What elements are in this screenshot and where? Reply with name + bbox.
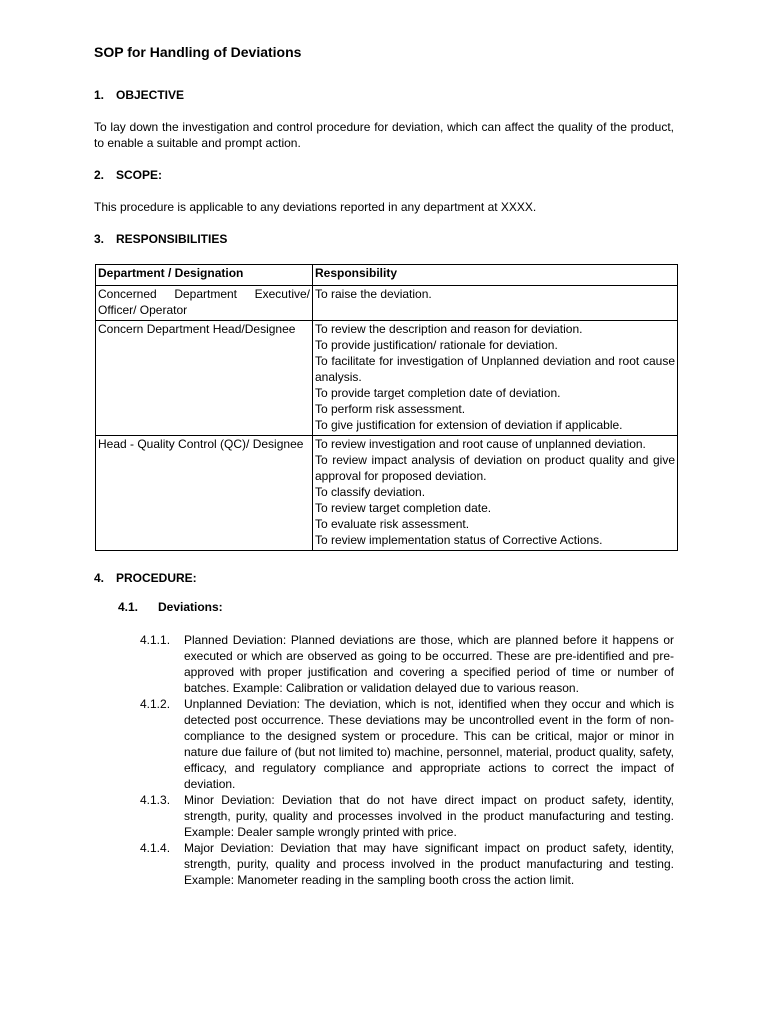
scope-text: This procedure is applicable to any deviations reported in any department at XXXX. xyxy=(94,200,537,214)
table-row xyxy=(96,321,678,436)
section-title: PROCEDURE: xyxy=(116,571,197,585)
item-number: 4.1.4. xyxy=(140,841,171,855)
responsibility-item: To review impact analysis of deviation on product quality and give approval for proposed deviation. xyxy=(315,453,675,483)
subsection-number: 4.1. xyxy=(118,600,139,614)
responsibility-item: To raise the deviation. xyxy=(315,287,432,301)
section-number: 2. xyxy=(94,168,105,182)
subsection-title: Deviations: xyxy=(158,600,223,614)
responsibility-cell xyxy=(313,321,678,436)
section-number: 4. xyxy=(94,571,105,585)
subsection-heading-deviations xyxy=(118,600,223,614)
responsibility-item: To classify deviation. xyxy=(315,485,426,499)
item-number: 4.1.2. xyxy=(140,697,171,711)
table-row xyxy=(96,436,678,551)
section-title: RESPONSIBILITIES xyxy=(116,232,228,246)
responsibility-item: To provide target completion date of deviation. xyxy=(315,386,561,400)
item-text: Planned Deviation: Planned deviations are those, which are planned before it happens or executed or which are observed as going to be occurred. These are pre-identified and pre-approved with proper justification and covering a specified period of time or number of batches. Example: Calibration or validation delayed due to various reason. xyxy=(184,633,674,695)
responsibility-item: To facilitate for investigation of Unplanned deviation and root cause analysis. xyxy=(315,354,675,384)
table-row xyxy=(96,286,678,321)
section-title: OBJECTIVE xyxy=(116,88,185,102)
header-responsibility: Responsibility xyxy=(313,265,678,286)
section-number: 1. xyxy=(94,88,105,102)
department-cell: Concerned Department Executive/ Officer/ Operator xyxy=(96,286,313,321)
list-item xyxy=(140,792,674,840)
header-department: Department / Designation xyxy=(96,265,313,286)
section-number: 3. xyxy=(94,232,105,246)
item-number: 4.1.3. xyxy=(140,793,171,807)
objective-text: To lay down the investigation and control procedure for deviation, which can affect the quality of the product, to enable a suitable and prompt action. xyxy=(94,120,674,150)
responsibility-item: To review target completion date. xyxy=(315,501,492,515)
list-item xyxy=(140,840,674,888)
deviation-items-list xyxy=(140,632,674,888)
section-heading-objective xyxy=(94,88,184,102)
item-number: 4.1.1. xyxy=(140,633,171,647)
list-item xyxy=(140,696,674,792)
responsibility-item: To review implementation status of Corrective Actions. xyxy=(315,533,603,547)
department-cell: Head - Quality Control (QC)/ Designee xyxy=(96,436,313,551)
responsibility-cell xyxy=(313,286,678,321)
department-cell: Concern Department Head/Designee xyxy=(96,321,313,436)
item-text: Unplanned Deviation: The deviation, which is not, identified when they occur and which is detected post occurrence. These deviations may be uncontrolled event in the form of non-compliance to the designed system or procedure. This can be critical, major or minor in nature due failure of (but not limited to) machine, personnel, material, product quality, safety, efficacy, and regulatory compliance and appropriate actions to correct the impact of deviation. xyxy=(184,697,674,791)
responsibility-item: To perform risk assessment. xyxy=(315,402,466,416)
section-title: SCOPE: xyxy=(116,168,163,182)
responsibility-item: To provide justification/ rationale for deviation. xyxy=(315,338,558,352)
item-text: Minor Deviation: Deviation that do not have direct impact on product safety, identity, strength, purity, quality and processes involved in the product manufacturing and testing. Example: Dealer sample wrongly printed with price. xyxy=(184,793,674,839)
table-header-row xyxy=(96,265,678,286)
document-title: SOP for Handling of Deviations xyxy=(94,44,302,60)
section-heading-procedure xyxy=(94,571,197,585)
list-item xyxy=(140,632,674,696)
item-text: Major Deviation: Deviation that may have significant impact on product safety, identity, strength, purity, quality and process involved in the product manufacturing and testing. Example: Manometer reading in the sampling booth cross the action limit. xyxy=(184,841,674,887)
responsibility-item: To give justification for extension of deviation if applicable. xyxy=(315,418,623,432)
responsibilities-table xyxy=(95,264,678,551)
section-heading-responsibilities xyxy=(94,232,227,246)
responsibility-item: To evaluate risk assessment. xyxy=(315,517,470,531)
responsibility-item: To review investigation and root cause of unplanned deviation. xyxy=(315,437,646,451)
section-heading-scope xyxy=(94,168,162,182)
responsibility-cell xyxy=(313,436,678,551)
responsibility-item: To review the description and reason for deviation. xyxy=(315,322,583,336)
